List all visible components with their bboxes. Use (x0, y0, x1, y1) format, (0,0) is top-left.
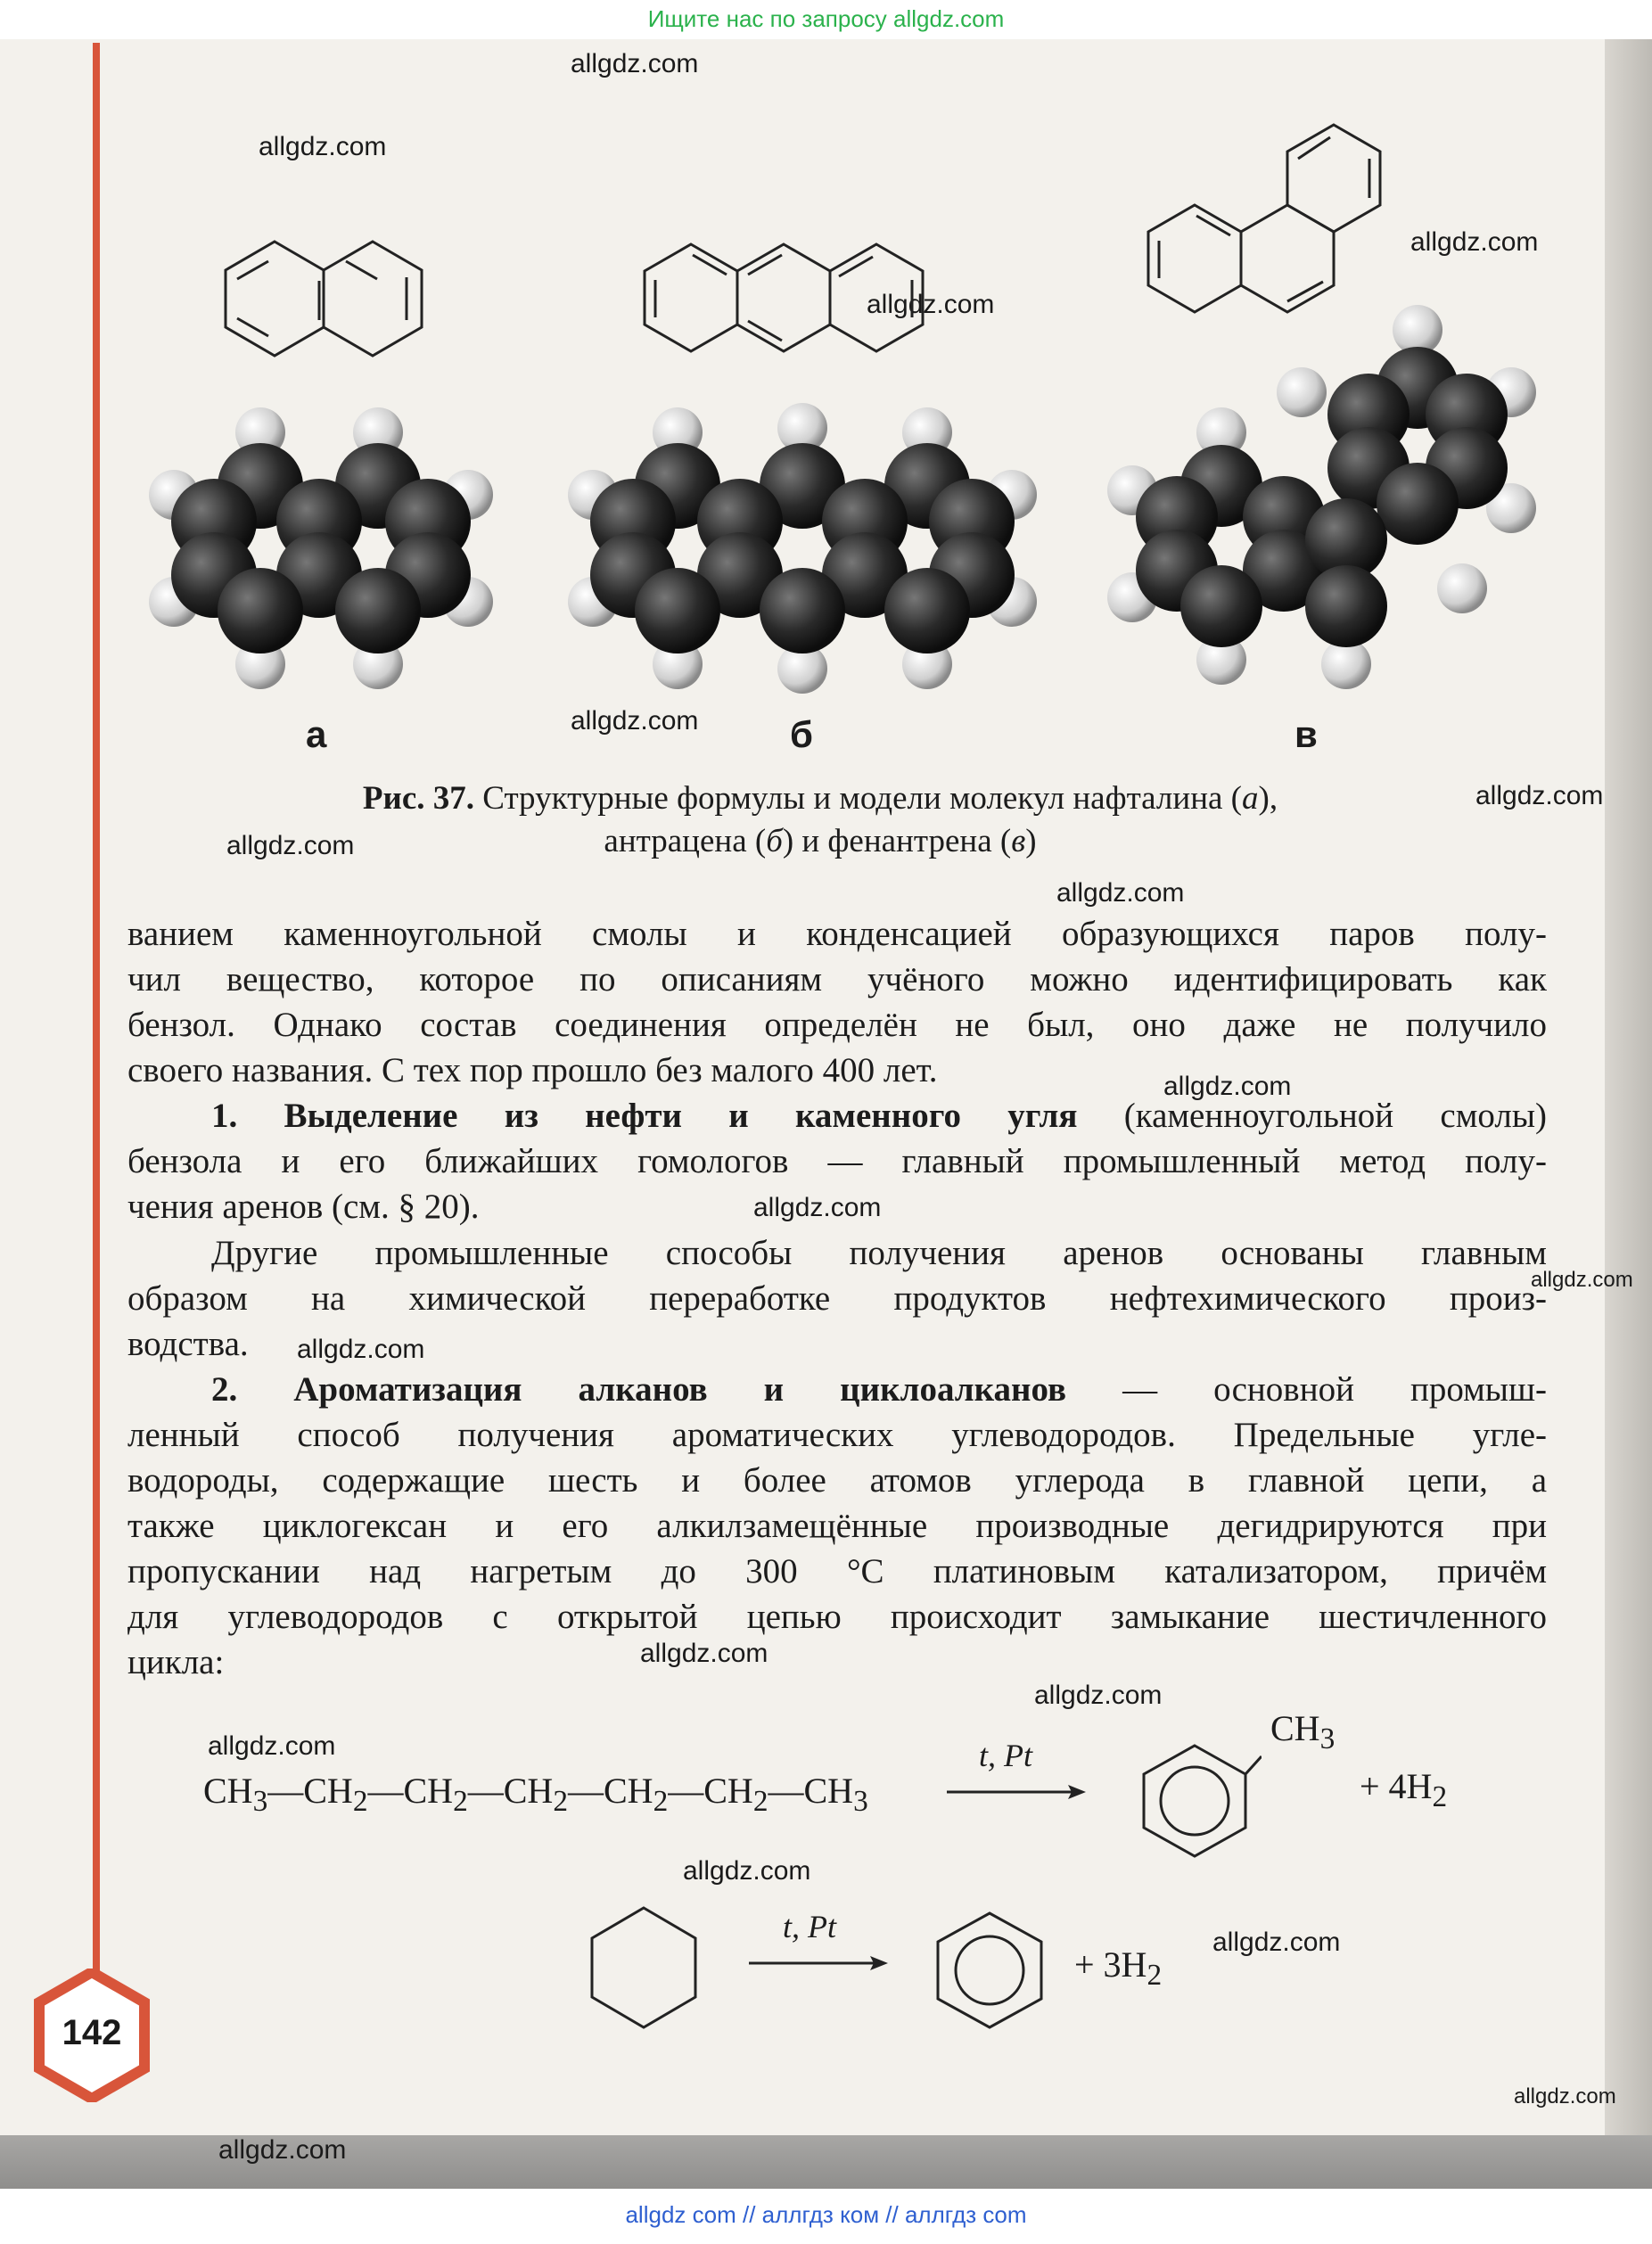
watermark: allgdz.com (1475, 781, 1604, 810)
caption-text: антрацена ( (604, 823, 767, 859)
caption-line-1 (214, 777, 1426, 820)
text-line: пропускании над нагретым до 300 °С платиновым катализатором, причём (127, 1552, 1547, 1591)
text-line: своего названия. С тех пор прошло без малого 400 лет. (127, 1051, 938, 1089)
caption-text: ) и фенантрена ( (782, 823, 1012, 859)
reaction-2-condition: t, Pt (783, 1909, 836, 1944)
text-line: Другие промышленные способы получения аренов основаны главным (211, 1234, 1547, 1272)
watermark: allgdz.com (1531, 1268, 1633, 1292)
watermark: allgdz.com (571, 49, 699, 78)
caption-figure-number: Рис. 37. (362, 780, 474, 817)
text-line: цикла: (127, 1643, 225, 1681)
text-line (127, 1093, 1547, 1138)
cyclohexane-ring-icon (581, 1899, 706, 2033)
text-line: чения аренов (см. § 20). (127, 1188, 480, 1226)
caption-letter: а (1242, 780, 1259, 817)
page-number: 142 (62, 2013, 122, 2052)
text-line: ленный способ получения ароматических углеводородов. Предельные угле- (127, 1416, 1547, 1454)
reaction-1-reactant: $CH_3—CH_2—CH_2—CH_2—CH_2—CH_2—CH_3$ (203, 1771, 868, 1818)
caption-text: Структурные формулы и модели молекул нафталина ( (482, 780, 1242, 817)
text-line: бензола и его ближайших гомологов — главный промышленный метод полу- (127, 1142, 1547, 1180)
watermark: allgdz.com (683, 1856, 811, 1886)
figure-label-a: а (306, 713, 327, 755)
reaction-1-byproduct: + $4H_2$ (1360, 1766, 1448, 1813)
bottom-banner-text: allgdz com // аллгдз ком // аллгдз com (625, 2201, 1027, 2228)
top-banner (0, 0, 1652, 39)
reaction-2-byproduct: + $3H_2$ (1074, 1944, 1163, 1992)
watermark: allgdz.com (218, 2135, 347, 2165)
naphthalene-model-icon (143, 401, 508, 695)
watermark: allgdz.com (1056, 878, 1185, 908)
reaction-2-arrow-icon (747, 1952, 890, 1974)
text-line: водороды, содержащие шесть и более атомов углерода в главной цепи, а (127, 1461, 1547, 1500)
reaction-1-substituent: $CH_3$ (1270, 1708, 1336, 1755)
reaction-1-arrow-icon (945, 1781, 1088, 1803)
watermark: allgdz.com (571, 706, 699, 736)
reaction-1-condition: t, Pt (979, 1738, 1032, 1773)
figure-caption (214, 777, 1426, 863)
margin-red-line (93, 43, 100, 1973)
toluene-ring-icon (1128, 1738, 1262, 1863)
text-line: образом на химической переработке продуктов нефтехимического произ- (127, 1279, 1547, 1318)
text-fragment: (каменноугольной смолы) (1123, 1097, 1548, 1135)
watermark: allgdz.com (259, 132, 387, 161)
watermark: allgdz.com (640, 1639, 768, 1668)
caption-text: ), (1258, 780, 1278, 817)
section-heading-1: 1. Выделение из нефти и каменного угля (211, 1097, 1078, 1135)
watermark: allgdz.com (1514, 2084, 1616, 2108)
watermark: allgdz.com (297, 1335, 425, 1364)
section-heading-2: 2. Ароматизация алканов и циклоалканов (211, 1370, 1067, 1409)
watermark: allgdz.com (753, 1193, 882, 1222)
naphthalene-structure-icon (205, 227, 437, 370)
page-edge-shadow (1605, 39, 1652, 2189)
text-line: также циклогексан и его алкилзамещённые производные дегидрируются при (127, 1507, 1547, 1545)
bottom-banner (0, 2189, 1652, 2244)
caption-letter: в (1011, 823, 1026, 859)
text-line: ванием каменноугольной смолы и конденсацией образующихся паров полу- (127, 915, 1547, 953)
text-line: водства. (127, 1325, 249, 1363)
watermark: allgdz.com (1410, 227, 1539, 257)
anthracene-model-icon (562, 401, 1043, 695)
caption-line-2 (214, 820, 1426, 863)
text-fragment: — основной промыш- (1122, 1370, 1547, 1409)
text-line: бензол. Однако состав соединения определён не был, оно даже не получило (127, 1006, 1547, 1044)
benzene-ring-icon (927, 1908, 1052, 2033)
watermark: allgdz.com (1212, 1928, 1341, 1957)
text-line (127, 1367, 1547, 1412)
text-line: чил вещество, которое по описаниям учёного можно идентифицировать как (127, 960, 1547, 999)
watermark: allgdz.com (208, 1731, 336, 1761)
watermark: allgdz.com (226, 831, 355, 860)
figure-label-c: в (1294, 713, 1318, 755)
watermark: allgdz.com (867, 290, 995, 319)
text-line: для углеводородов с открытой цепью происходит замыкание шестичленного (127, 1598, 1547, 1636)
figure-label-b: б (790, 713, 813, 755)
caption-text: ) (1025, 823, 1037, 859)
caption-letter: б (766, 823, 783, 859)
watermark: allgdz.com (1163, 1072, 1292, 1101)
phenanthrene-model-icon (1105, 303, 1551, 695)
top-banner-text: Ищите нас по запросу allgdz.com (647, 5, 1005, 32)
watermark: allgdz.com (1034, 1681, 1163, 1710)
anthracene-structure-icon (629, 234, 985, 385)
